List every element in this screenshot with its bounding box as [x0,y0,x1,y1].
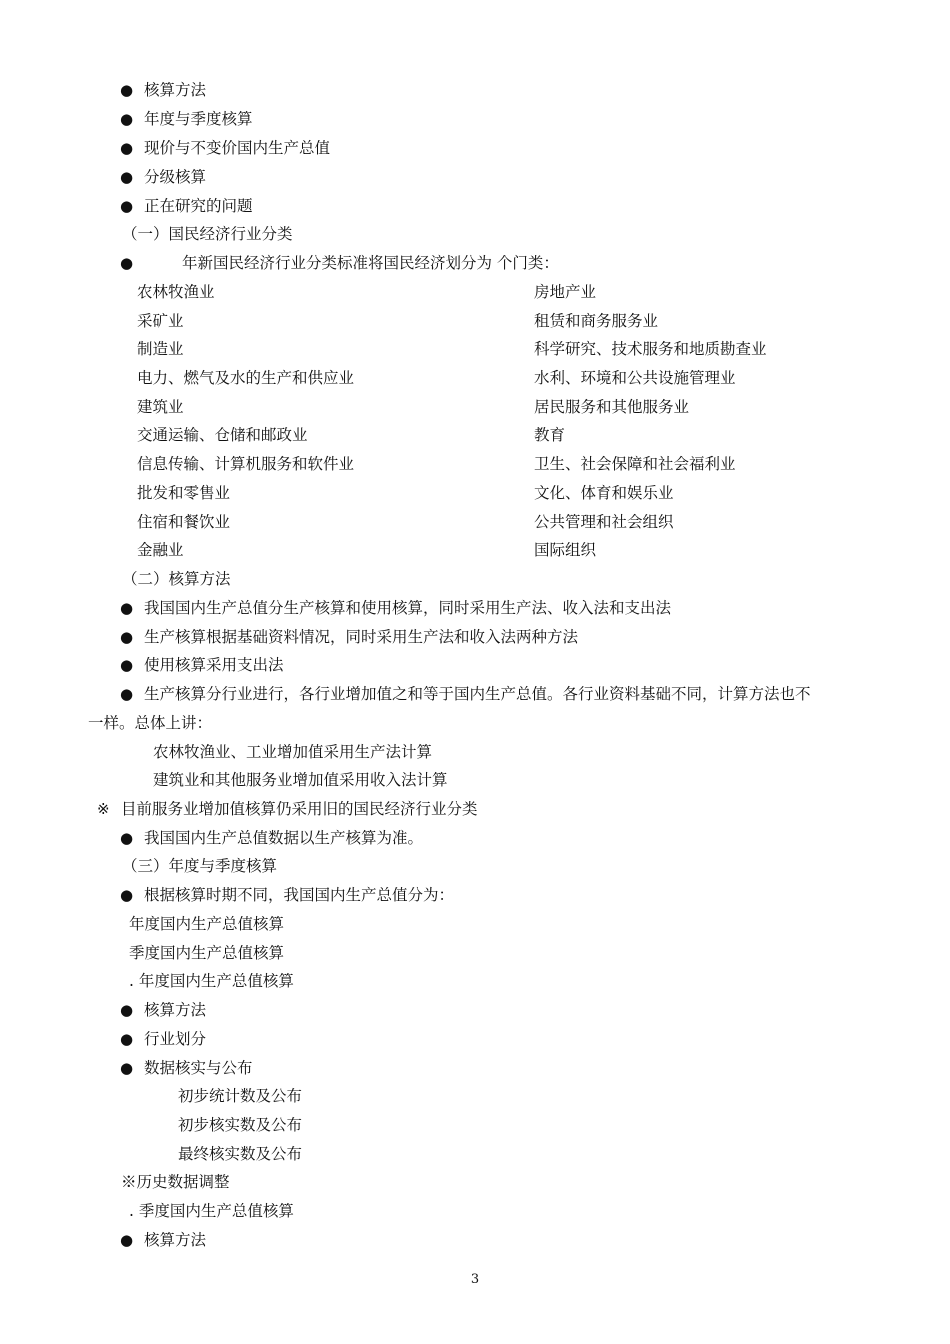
bullet-icon: ● [120,886,134,904]
method-point: ● 生产核算根据基础资料情况，同时采用生产法和收入法两种方法 [120,628,579,646]
publication-step: 初步核实数及公布 [178,1116,303,1134]
note-icon: ※ [97,800,110,818]
period-type: 年度国内生产总值核算 [129,915,285,933]
period-intro: ● 根据核算时期不同，我国国内生产总值分为： [120,886,455,904]
outline-item: ● 分级核算 [120,168,207,186]
bullet-icon: ● [120,168,134,186]
bullet-icon: ● [120,110,134,128]
subsection-heading-annual: . 年度国内生产总值核算 [129,972,294,990]
method-point: ● 我国国内生产总值数据以生产核算为准。 [120,829,424,847]
bullet-icon: ● [120,685,134,703]
publication-step: 最终核实数及公布 [178,1145,303,1163]
history-note: ※历史数据调整 [121,1173,230,1191]
bullet-icon: ● [120,1059,134,1077]
annual-point: ● 数据核实与公布 [120,1059,253,1077]
industry-row: 交通运输、仓储和邮政业 教育 [137,426,566,444]
method-sub-item: 农林牧渔业、工业增加值采用生产法计算 [153,743,433,761]
bullet-icon: ● [120,197,134,215]
industry-row: 采矿业 租赁和商务服务业 [137,312,659,330]
note-item: ※ 目前服务业增加值核算仍采用旧的国民经济行业分类 [97,800,478,818]
bullet-icon: ● [120,1231,134,1249]
industry-row: 建筑业 居民服务和其他服务业 [137,398,690,416]
period-type: 季度国内生产总值核算 [129,944,285,962]
bullet-icon: ● [120,81,134,99]
bullet-icon: ● [120,254,134,272]
bullet-icon: ● [120,656,134,674]
industry-row: 批发和零售业 文化、体育和娱乐业 [137,484,674,502]
section-heading-industry-classification: （一）国民经济行业分类 [122,225,293,243]
bullet-icon: ● [120,829,134,847]
bullet-icon: ● [120,599,134,617]
section-heading-annual-quarterly: （三）年度与季度核算 [122,857,278,875]
page-number: 3 [470,1272,480,1287]
industry-row: 金融业 国际组织 [137,541,597,559]
publication-step: 初步统计数及公布 [178,1087,303,1105]
method-sub-item: 建筑业和其他服务业增加值采用收入法计算 [153,771,448,789]
method-point-long-continued: 一样。总体上讲： [88,714,213,732]
outline-item: ● 正在研究的问题 [120,197,253,215]
bullet-icon: ● [120,1001,134,1019]
industry-intro: ● 年新国民经济行业分类标准将国民经济划分为 个门类： [120,254,559,272]
outline-item: ● 年度与季度核算 [120,110,253,128]
bullet-icon: ● [120,1030,134,1048]
method-point: ● 我国国内生产总值分生产核算和使用核算，同时采用生产法、收入法和支出法 [120,599,672,617]
subsection-heading-quarterly: . 季度国内生产总值核算 [129,1202,294,1220]
quarterly-point: ● 核算方法 [120,1231,207,1249]
industry-row: 制造业 科学研究、技术服务和地质勘查业 [137,340,767,358]
annual-point: ● 核算方法 [120,1001,207,1019]
industry-row: 电力、燃气及水的生产和供应业 水利、环境和公共设施管理业 [137,369,736,387]
industry-row: 信息传输、计算机服务和软件业 卫生、社会保障和社会福利业 [137,455,736,473]
industry-row: 住宿和餐饮业 公共管理和社会组织 [137,513,674,531]
industry-row: 农林牧渔业 房地产业 [137,283,597,301]
outline-item: ● 现价与不变价国内生产总值 [120,139,331,157]
method-point-long: ● 生产核算分行业进行，各行业增加值之和等于国内生产总值。各行业资料基础不同，计算方法也不 [120,685,811,703]
bullet-icon: ● [120,139,134,157]
outline-item: ● 核算方法 [120,81,207,99]
bullet-icon: ● [120,628,134,646]
method-point: ● 使用核算采用支出法 [120,656,284,674]
annual-point: ● 行业划分 [120,1030,207,1048]
section-heading-methods: （二）核算方法 [122,570,231,588]
